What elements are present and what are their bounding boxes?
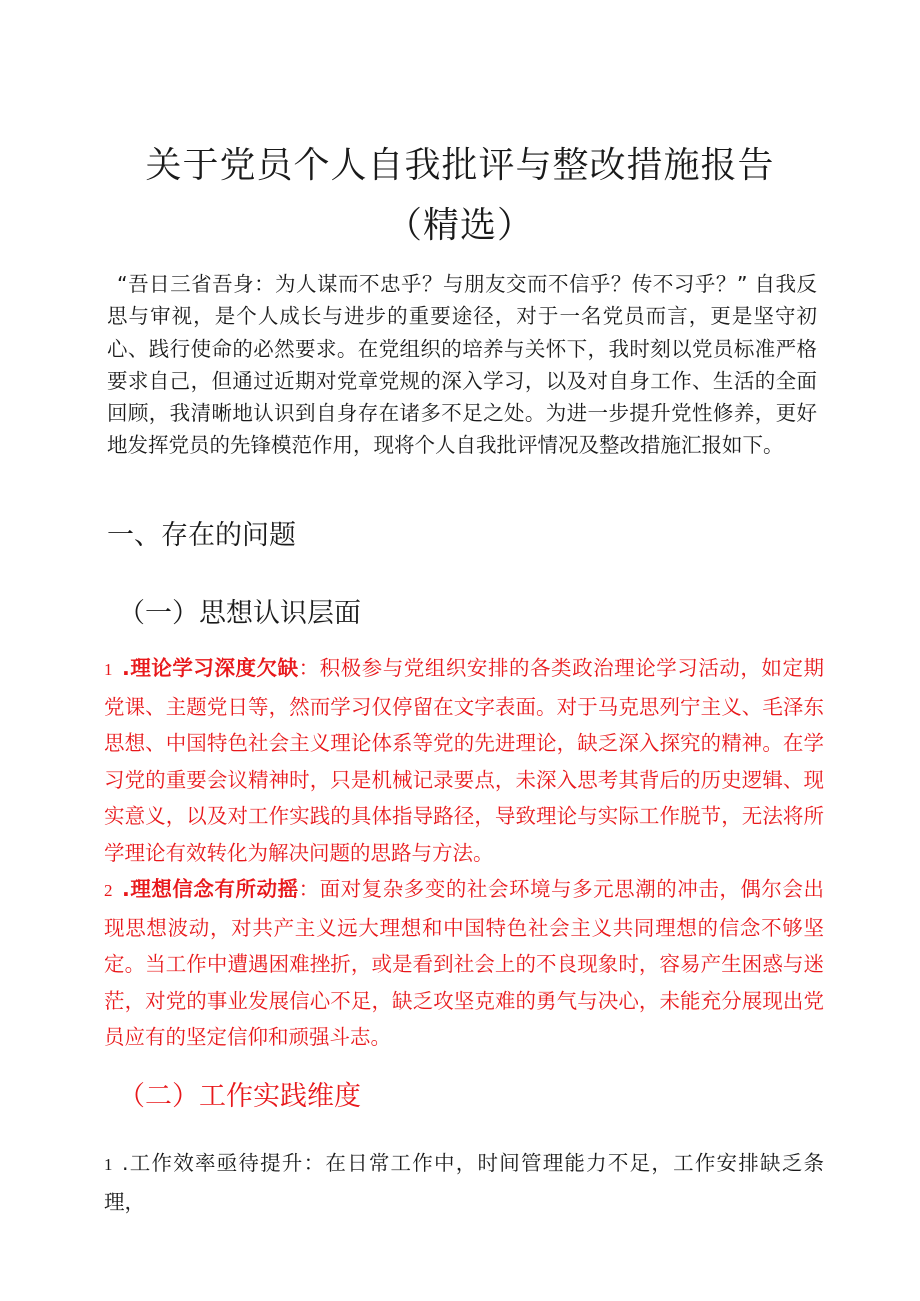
document-title: 关于党员个人自我批评与整改措施报告 bbox=[145, 145, 775, 186]
item-lead: .理论学习深度欠缺 bbox=[122, 656, 299, 680]
subsection-heading-practice: （二）工作实践维度 bbox=[118, 1081, 361, 1112]
list-item bbox=[104, 1145, 824, 1220]
document-subtitle: （精选） bbox=[385, 205, 534, 246]
item-lead: .工作效率亟待提升 bbox=[122, 1151, 304, 1175]
item-body: ：面对复杂多变的社会环境与多元思潮的冲击，偶尔会出现思想波动，对共产主义远大理想和中国特色社会主义共同理想的信念不够坚定。当工作中遭遇困难挫折，或是看到社会上的不良现象时，容易产生困惑与迷茫，对党的事业发展信心不足，缺乏攻坚克难的勇气与决心，未能充分展现出党员应有的坚定信仰和顽强斗志。 bbox=[104, 877, 824, 1049]
intro-paragraph: “吾日三省吾身：为人谋而不忠乎？与朋友交而不信乎？传不习乎？” 自我反思与审视，是个人成长与进步的重要途径，对于一名党员而言，更是坚守初心、践行使命的必然要求。在党组织的培养与关怀下，我时刻以党员标准严格要求自己，但通过近期对党章党规的深入学习，以及对自身工作、生活的全面回顾，我清晰地认识到自身存在诸多不足之处。为进一步提升党性修养，更好地发挥党员的先锋模范作用，现将个人自我批评情况及整改措施汇报如下。 bbox=[107, 272, 817, 458]
item-number: 1 bbox=[104, 1155, 113, 1174]
item-number: 2 bbox=[104, 881, 113, 900]
item-body: ：积极参与党组织安排的各类政治理论学习活动，如定期党课、主题党日等，然而学习仅停留在文字表面。对于马克思列宁主义、毛泽东思想、中国特色社会主义理论体系等党的先进理论，缺乏深入探究的精神。在学习党的重要会议精神时，只是机械记录要点，未深入思考其背后的历史逻辑、现实意义，以及对工作实践的具体指导路径，导致理论与实际工作脱节，无法将所学理论有效转化为解决问题的思路与方法。 bbox=[104, 656, 824, 865]
item-body: ：在日常工作中，时间管理能力不足，工作安排缺乏条理， bbox=[104, 1151, 824, 1214]
item-number: 1 bbox=[104, 660, 113, 679]
item-lead: .理想信念有所动摇 bbox=[122, 877, 299, 901]
subsection-heading-thinking: （一）思想认识层面 bbox=[118, 598, 361, 629]
list-item bbox=[104, 650, 824, 871]
list-item bbox=[104, 871, 824, 1056]
section-heading-problems: 一、存在的问题 bbox=[107, 520, 296, 551]
